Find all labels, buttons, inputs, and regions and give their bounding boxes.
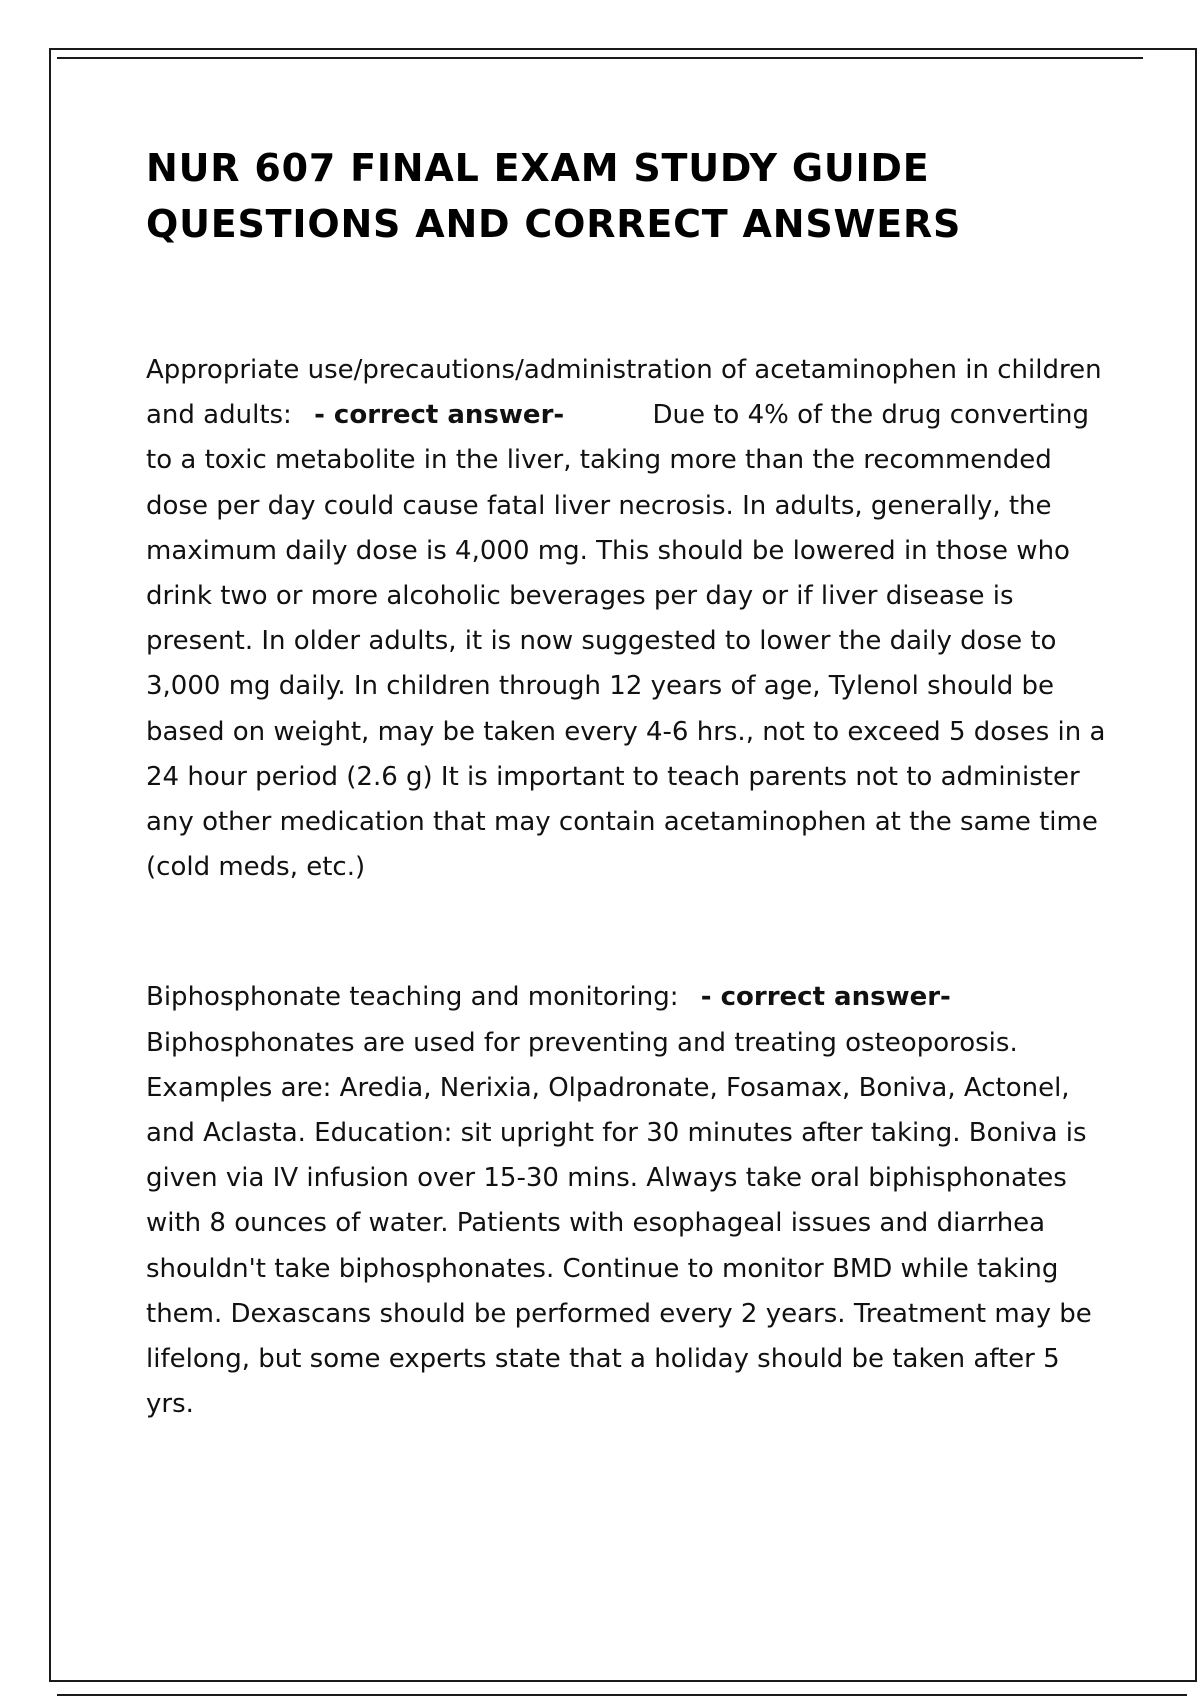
question-text: Appropriate use/precautions/administration of acetaminophen in children and adults: — [146, 355, 1102, 431]
qa-item-acetaminophen — [146, 348, 1106, 890]
top-rule — [57, 57, 1143, 59]
title-line-2: QUESTIONS AND CORRECT ANSWERS — [146, 202, 962, 246]
qa-item-biphosphonate — [146, 975, 1106, 1427]
correct-answer-marker: - correct answer- — [700, 982, 951, 1013]
question-text: Biphosphonate teaching and monitoring: — [146, 982, 679, 1013]
document-body — [146, 140, 1106, 1427]
answer-text: Due to 4% of the drug converting to a toxic metabolite in the liver, taking more than the recommended dose per day could cause fatal liver necrosis. In adults, generally, the maximum daily dose is 4,000 mg. This should be lowered in those who drink two or more alcoholic beverages per day or if liver disease is present. In older adults, it is now suggested to lower the daily dose to 3,000 mg daily. In children through 12 years of age, Tylenol should be based on weight, may be taken every 4-6 hrs., not to exceed 5 doses in a 24 hour period (2.6 g) It is important to teach parents not to administer any other medication that may contain acetaminophen at the same time (cold meds, etc.) — [146, 400, 1106, 883]
document-title — [146, 140, 1106, 252]
correct-answer-marker: - correct answer- — [314, 400, 565, 431]
title-line-1: NUR 607 FINAL EXAM STUDY GUIDE — [146, 146, 930, 190]
answer-text: Biphosphonates are used for preventing and treating osteoporosis. Examples are: Aredia, Nerixia, Olpadronate, Fosamax, Boniva, Actonel, and Aclasta. Education: sit upright for 30 minutes after taking. Boniva is given via IV infusion over 15-30 mins. Always take oral biphisphonates with 8 ounces of water. Patients with esophageal issues and diarrhea shouldn't take biphosphonates. Continue to monitor BMD while taking them. Dexascans should be performed every 2 years. Treatment may be lifelong, but some experts state that a holiday should be taken after 5 yrs. — [146, 1027, 1092, 1420]
bottom-rule — [57, 1694, 1187, 1696]
